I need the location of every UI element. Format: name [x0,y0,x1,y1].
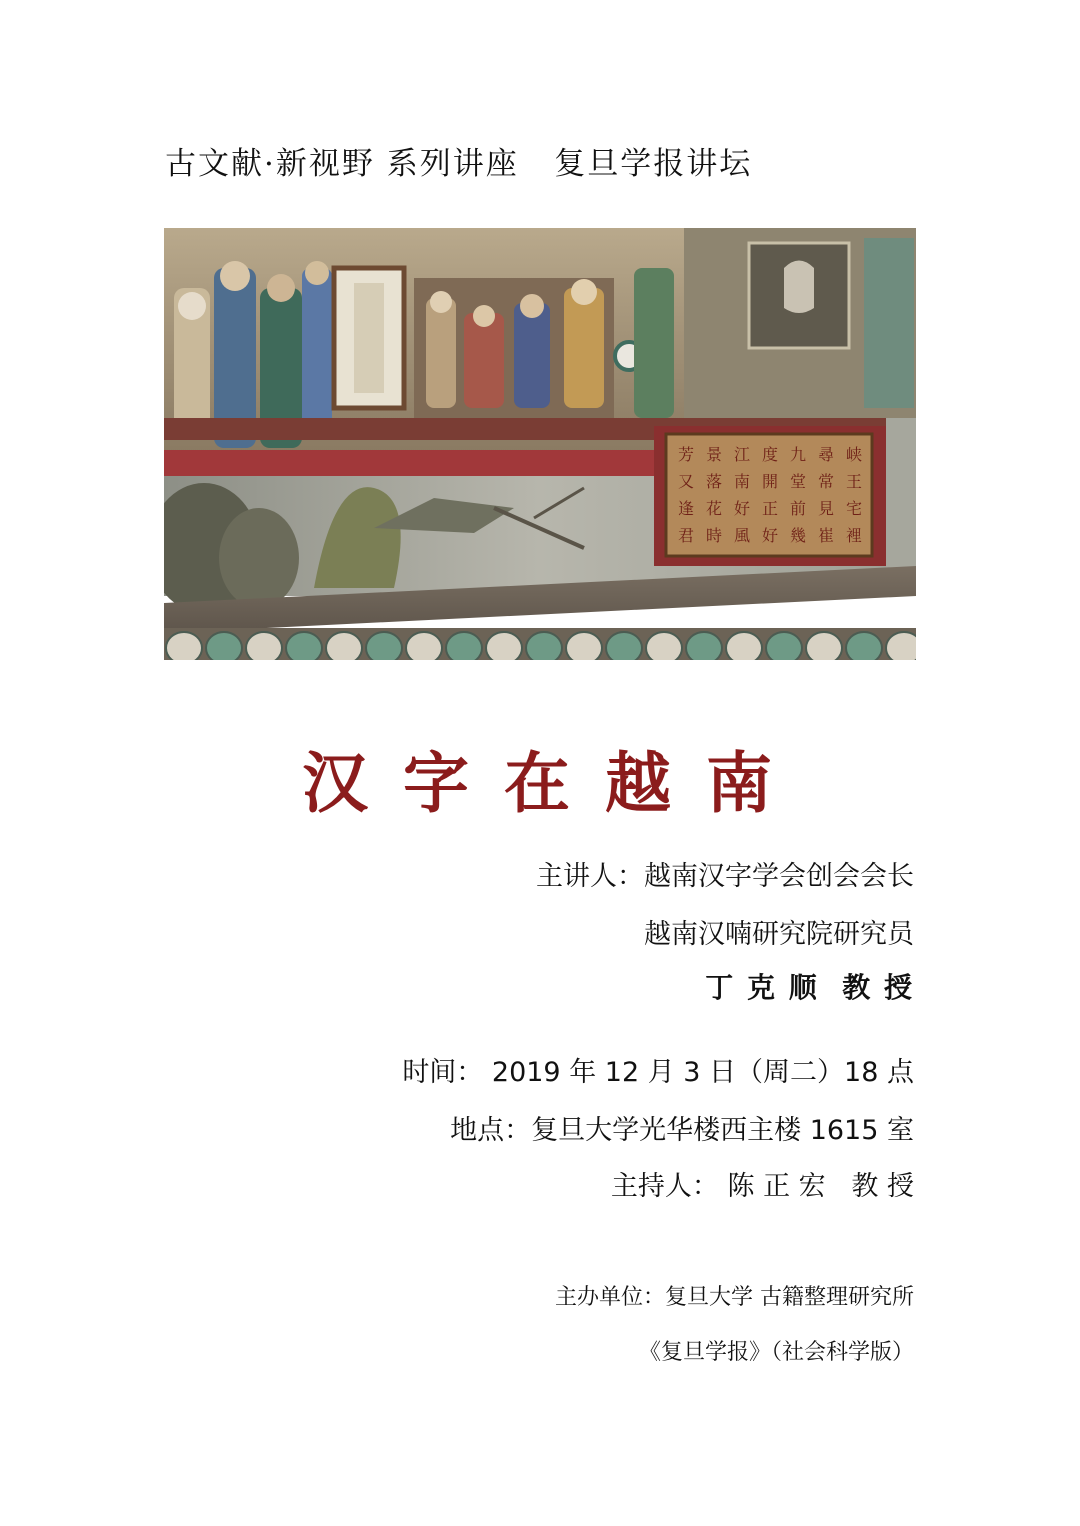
speaker-affiliation-line: 越南汉喃研究院研究员 [644,919,914,950]
plaque-character: 峡 [845,445,863,464]
roof-tile [606,632,642,660]
roof-tile [286,632,322,660]
temple-relief-illustration [164,228,916,660]
roof-tile [566,632,602,660]
plaque-character: 前 [789,499,807,518]
plaque-character: 君 [677,526,695,545]
plaque-character: 芳 [677,445,695,464]
plaque-character: 度 [761,445,779,464]
series-header: 古文献·新视野 系列讲座 复旦学报讲坛 [165,146,753,182]
plaque-character: 正 [761,499,779,518]
roof-tile [366,632,402,660]
plaque-character: 常 [817,472,835,491]
plaque-character: 宅 [845,499,863,518]
roof-tile [846,632,882,660]
plaque-character: 見 [817,499,835,518]
plaque-character: 尋 [817,445,835,464]
roof-tile [166,632,202,660]
roof-tile [766,632,802,660]
organizer-journal-line: 《复旦学报》（社会科学版） [638,1340,914,1365]
roof-tile [486,632,522,660]
plaque-character: 崔 [817,526,835,545]
decorative-vase-panel [684,228,916,418]
lecture-place: 地点：复旦大学光华楼西主楼 1615 室 [450,1115,914,1146]
plaque-character: 落 [705,472,723,491]
plaque-character: 好 [761,526,779,545]
plaque-character: 又 [677,472,695,491]
plaque-character: 花 [705,499,723,518]
plaque-character: 九 [789,445,807,464]
carved-figures-middle [414,268,674,418]
plaque-character: 時 [705,526,723,545]
roof-tile [246,632,282,660]
roof-tile [326,632,362,660]
roof-tile [206,632,242,660]
poem-plaque [654,426,886,566]
lecture-title: 汉 字 在 越 南 [302,744,778,822]
plaque-character: 好 [733,499,751,518]
roof-tile [646,632,682,660]
plaque-character: 逢 [677,499,695,518]
roof-tile [806,632,842,660]
speaker-title-line: 主讲人：越南汉字学会创会会长 [536,861,914,892]
plaque-character: 景 [705,445,723,464]
lecture-time: 时间： 2019 年 12 月 3 日（周二）18 点 [402,1057,914,1088]
organizer-line: 主办单位：复旦大学 古籍整理研究所 [555,1285,914,1310]
plaque-character: 王 [845,472,863,491]
roof-tile [446,632,482,660]
plaque-character: 南 [733,472,751,491]
roof-tile [526,632,562,660]
plaque-character: 裡 [845,526,863,545]
roof-tile [406,632,442,660]
plaque-character: 江 [733,445,751,464]
plaque-character: 幾 [789,526,807,545]
lecture-host: 主持人： 陈 正 宏 教 授 [610,1171,914,1202]
vertical-sign [334,268,404,408]
plaque-character: 開 [761,472,779,491]
speaker-name: 丁 克 顺 教 授 [705,971,914,1004]
roof-tile [886,632,916,660]
roof-tile [686,632,722,660]
plaque-character: 風 [733,526,751,545]
temple-relief-photo [164,228,916,660]
plaque-character: 堂 [789,472,807,491]
roof-tile [726,632,762,660]
